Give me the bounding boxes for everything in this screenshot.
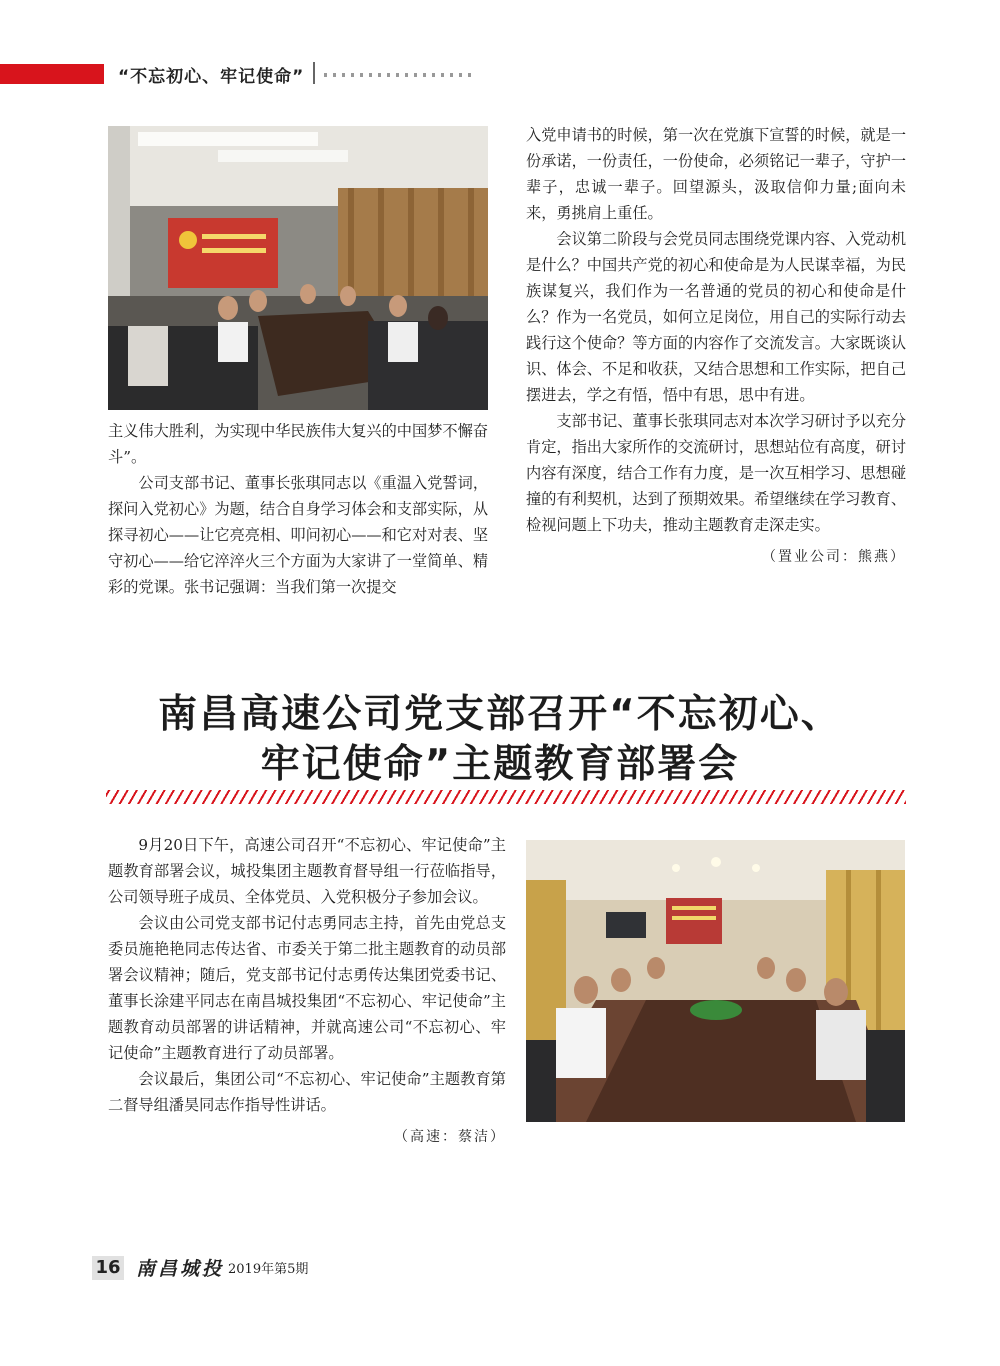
page-number: 16	[92, 1256, 124, 1280]
paragraph: 会议最后，集团公司“不忘初心、牢记使命”主题教育第二督导组潘昊同志作指导性讲话。	[108, 1070, 506, 1114]
article-a-left-column	[108, 418, 488, 600]
article-b-column	[108, 832, 506, 1150]
headline-line-1: 南昌高速公司党支部召开“不忘初心、	[158, 692, 842, 737]
headline-line-2: 牢记使命”主题教育部署会	[260, 742, 740, 787]
paragraph: 入党申请书的时候，第一次在党旗下宣誓的时候，就是一份承诺，一份责任，一份使命，必须铭记一辈子，守护一辈子，忠诚一辈子。回望源头，汲取信仰力量;面向未来，勇挑肩上重任。	[526, 126, 906, 222]
paragraph: 会议由公司党支部书记付志勇同志主持，首先由党总支委员施艳艳同志传达省、市委关于第二批主题教育的动员部署会议精神；随后，党支部书记付志勇传达集团党委书记、董事长涂建平同志在南昌城投集团“不忘初心、牢记使命”主题教育动员部署的讲话精神，并就高速公司“不忘初心、牢记使命”主题教育进行了动员部署。	[108, 914, 506, 1062]
byline: （置业公司：熊燕）	[762, 549, 906, 565]
paragraph: 支部书记、董事长张琪同志对本次学习研讨予以充分肯定，指出大家所作的交流研讨，思想站位有高度，研讨内容有深度，结合工作有力度，是一次互相学习、思想碰撞的有利契机，达到了预期效果。希望继续在学习教育、检视问题上下功夫，推动主题教育走深走实。	[526, 412, 906, 534]
article-a-right-column	[526, 122, 906, 570]
header-red-bar	[0, 64, 104, 84]
section-tag: “不忘初心、牢记使命”	[118, 67, 305, 87]
headline-hatch-divider	[106, 790, 906, 804]
byline: （高速：蔡洁）	[394, 1129, 506, 1145]
magazine-issue: 2019年第5期	[228, 1262, 309, 1277]
meeting-photo-deployment	[526, 840, 905, 1122]
paragraph: 主义伟大胜利，为实现中华民族伟大复兴的中国梦不懈奋斗”。	[108, 422, 488, 466]
paragraph: 9月20日下午，高速公司召开“不忘初心、牢记使命”主题教育部署会议，城投集团主题教育督导组一行莅临指导，公司领导班子成员、全体党员、入党积极分子参加会议。	[108, 836, 506, 906]
paragraph: 会议第二阶段与会党员同志围绕党课内容、入党动机是什么？中国共产党的初心和使命是为人民谋幸福，为民族谋复兴，我们作为一名普通的党员的初心和使命是什么？作为一名党员，如何立足岗位，用自己的实际行动去践行这个使命？等方面的内容作了交流发言。大家既谈认识、体会、不足和收获，又结合思想和工作实际，把自己摆进去，学之有悟，悟中有思，思中有进。	[526, 230, 906, 404]
header-dash-decoration	[324, 73, 484, 77]
paragraph: 公司支部书记、董事长张琪同志以《重温入党誓词，探问入党初心》为题，结合自身学习体会和支部实际，从探寻初心——让它亮亮相、叩问初心——和它对对表、坚守初心——给它淬淬火三个方面为大家讲了一堂简单、精彩的党课。张书记强调：当我们第一次提交	[108, 474, 488, 596]
header-divider	[313, 62, 315, 84]
meeting-photo-party-lecture	[108, 126, 488, 410]
magazine-title: 南昌城投	[136, 1258, 225, 1280]
article-headline	[80, 690, 920, 790]
